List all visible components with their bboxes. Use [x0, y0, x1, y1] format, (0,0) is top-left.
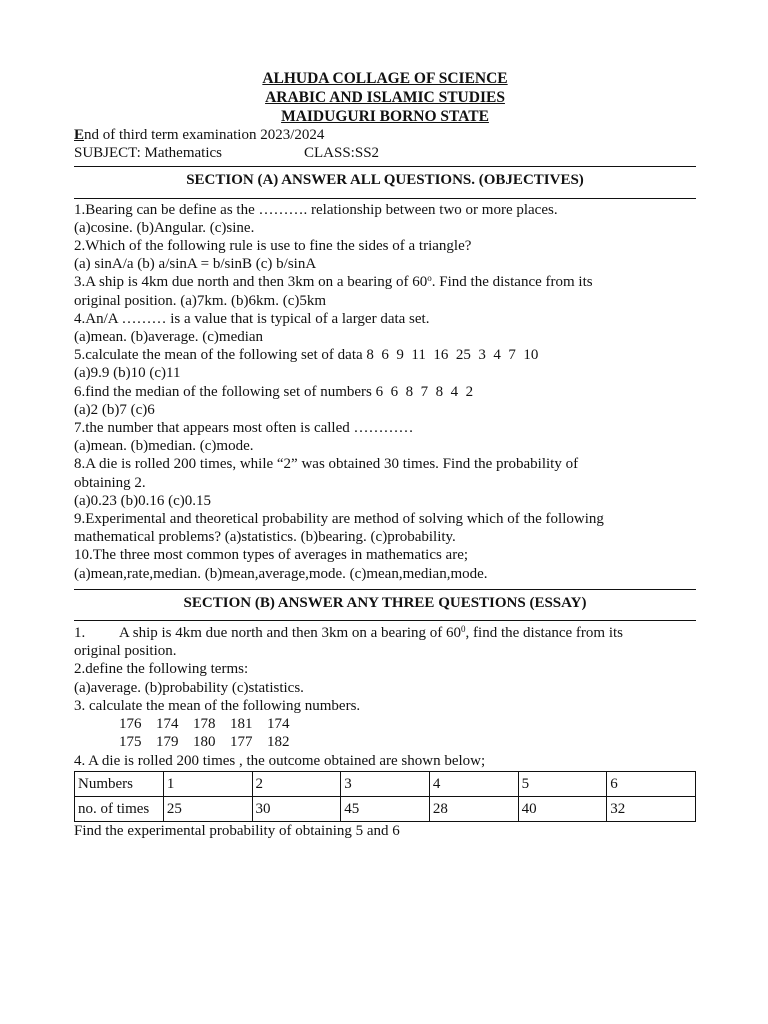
table-cell: 28: [429, 796, 518, 821]
question-line: mathematical problems? (a)statistics. (b)bearing. (c)probability.: [74, 529, 456, 546]
options-line: (a)mean. (b)median. (c)mode.: [74, 438, 254, 455]
section-a-questions: [74, 201, 696, 583]
school-location: MAIDUGURI BORNO STATE: [281, 108, 489, 125]
question-line: 6.find the median of the following set of numbers 6 6 8 7 8 4 2: [74, 383, 474, 400]
question-line: (a)average. (b)probability (c)statistics.: [74, 679, 304, 696]
exam-title-initial: E: [74, 127, 85, 143]
question-line: 4.An/A ……… is a value that is typical of a larger data set.: [74, 310, 430, 327]
table-cell: Numbers: [75, 771, 164, 796]
question-line: 1.Bearing can be define as the ………. relationship between two or more places.: [74, 201, 558, 218]
table-row: [75, 771, 696, 796]
options-line: (a) sinA/a (b) a/sinA = b/sinB (c) b/sinA: [74, 256, 317, 273]
options-line: (a)0.23 (b)0.16 (c)0.15: [74, 492, 212, 509]
question-line: 3. calculate the mean of the following numbers.: [74, 697, 361, 714]
question-line: 5.calculate the mean of the following set of data 8 6 9 11 16 25 3 4 7 10: [74, 347, 539, 364]
table-cell: 5: [518, 771, 607, 796]
options-line: original position. (a)7km. (b)6km. (c)5km: [74, 292, 327, 309]
table-cell: 32: [607, 796, 696, 821]
question-line: 3.A ship is 4km due north and then 3km on a bearing of 60$^o$. Find the distance from its: [74, 273, 593, 291]
school-name: ALHUDA COLLAGE OF SCIENCE: [262, 70, 508, 87]
table-cell: 30: [252, 796, 341, 821]
question-line: 8.A die is rolled 200 times, while “2” was obtained 30 times. Find the probability of: [74, 456, 579, 473]
divider: [74, 198, 696, 199]
options-line: (a)mean,rate,median. (b)mean,average,mode. (c)mean,median,mode.: [74, 565, 488, 582]
numbers-row: 175 179 180 177 182: [119, 734, 290, 751]
options-line: (a)mean. (b)average. (c)median: [74, 329, 264, 346]
question-line: 10.The three most common types of averages in mathematics are;: [74, 547, 469, 564]
question-line: 7.the number that appears most often is called …………: [74, 420, 414, 437]
table-cell: 4: [429, 771, 518, 796]
question-line: 1. A ship is 4km due north and then 3km on a bearing of $60^0$, find the distance from its: [74, 624, 624, 642]
section-a-title: SECTION (A) ANSWER ALL QUESTIONS. (OBJECTIVES): [186, 172, 584, 189]
table-cell: 6: [607, 771, 696, 796]
subject-label: SUBJECT: Mathematics: [74, 145, 222, 162]
options-line: (a)9.9 (b)10 (c)11: [74, 365, 181, 382]
table-cell: 40: [518, 796, 607, 821]
options-line: (a)2 (b)7 (c)6: [74, 401, 155, 418]
table-cell: 2: [252, 771, 341, 796]
outcome-table: [74, 771, 696, 822]
exam-paper: [74, 69, 696, 840]
class-label: CLASS:SS2: [304, 145, 380, 162]
subject-class-line: [74, 144, 696, 162]
question-line: 2.Which of the following rule is use to fine the sides of a triangle?: [74, 238, 472, 255]
divider: [74, 620, 696, 621]
question-line: obtaining 2.: [74, 474, 146, 491]
question-line: Find the experimental probability of obtaining 5 and 6: [74, 822, 400, 839]
options-line: (a)cosine. (b)Angular. (c)sine.: [74, 219, 255, 236]
exam-title: [74, 126, 696, 144]
table-row: [75, 796, 696, 821]
table-cell: no. of times: [75, 796, 164, 821]
section-b-questions: [74, 624, 696, 840]
question-line: 9.Experimental and theoretical probability are method of solving which of the following: [74, 511, 604, 528]
table-cell: 3: [341, 771, 430, 796]
table-cell: 25: [163, 796, 252, 821]
question-line: 2.define the following terms:: [74, 661, 249, 678]
school-subtitle: ARABIC AND ISLAMIC STUDIES: [265, 89, 505, 106]
question-line: 4. A die is rolled 200 times , the outcome obtained are shown below;: [74, 752, 486, 769]
table-cell: 45: [341, 796, 430, 821]
section-b-title: SECTION (B) ANSWER ANY THREE QUESTIONS (ESSAY): [183, 594, 587, 611]
table-cell: 1: [163, 771, 252, 796]
numbers-row: 176 174 178 181 174: [119, 716, 290, 733]
question-line: original position.: [74, 643, 177, 660]
exam-title-rest: nd of third term examination 2023/2024: [84, 127, 325, 143]
